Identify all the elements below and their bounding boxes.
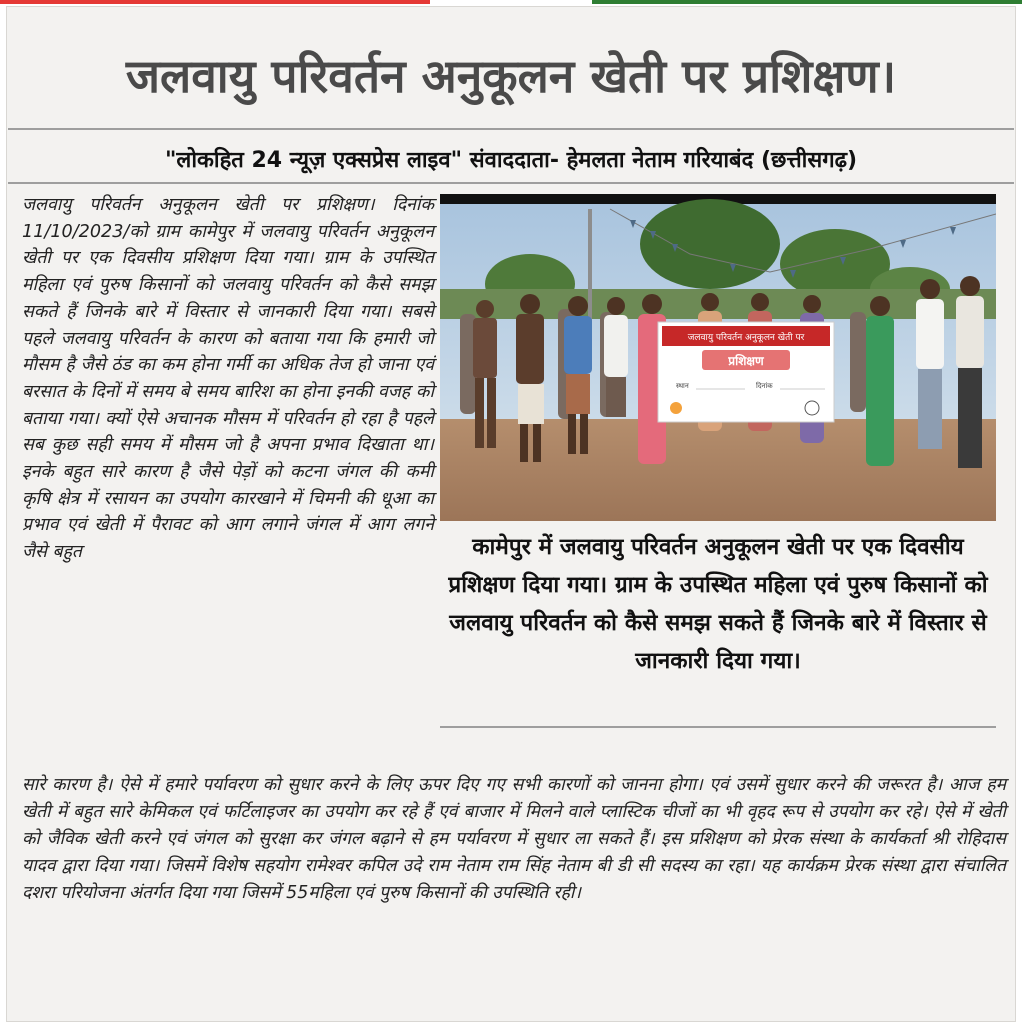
headline-divider bbox=[8, 128, 1014, 130]
photo-illustration bbox=[440, 194, 996, 521]
event-photo bbox=[440, 194, 996, 521]
top-accent-green bbox=[592, 0, 1022, 4]
caption-divider bbox=[440, 726, 996, 728]
logo-icon bbox=[670, 402, 682, 414]
top-accent-red bbox=[0, 0, 430, 4]
training-banner bbox=[658, 322, 834, 422]
byline-divider bbox=[8, 182, 1014, 184]
article-body-full: सारे कारण है। ऐसे में हमारे पर्यावरण को सुधार करने के लिए ऊपर दिए गए सभी कारणों को जानना होगा। एवं उसमें सुधार करने की जरूरत है। आज हम खेती में बहुत सारे केमिकल एवं फर्टिलाइजर का उपयोग कर रहे हैं एवं बाजार में मिलने वाले प्लास्टिक चीजों का भी वृहद रूप से उपयोग कर रहे। ऐसे में खेती को जैविक खेती करने एवं जंगल को सुरक्षा कर जंगल बढ़ाने से हम पर्यावरण में सुधार ला सकते हैं। इस प्रशिक्षण को प्रेरक संस्था के कार्यकर्ता श्री रोहिदास यादव द्वारा दिया गया। जिसमें विशेष सहयोग रामेश्वर कपिल उदे राम नेताम राम सिंह नेताम बी डी सी सदस्य का रहा। यह कार्यक्रम प्रेरक संस्था द्वारा संचालित दशरा परियोजना अंतर्गत दिया गया जिसमें 55महिला एवं पुरुष किसानों की उपस्थिति रही। bbox=[22, 775, 1006, 903]
banner-subtitle: प्रशिक्षण bbox=[728, 354, 764, 368]
article-body-column: जलवायु परिवर्तन अनुकूलन खेती पर प्रशिक्षण। दिनांक 11/10/2023/को ग्राम कामेपुर में जलवायु परिवर्तन अनुकूलन खेती पर एक दिवसीय प्रशिक्षण दिया गया। ग्राम के उपस्थित महिला एवं पुरुष किसानों को जलवायु परिवर्तन को कैसे समझ सकते हैं जिनके बारे में विस्तार से जानकारी दिया गया। सबसे पहले जलवायु परिवर्तन के कारण को बताया गया कि हमारी जो मौसम है जैसे ठंड का कम होना गर्मी का अधिक तेज हो जाना एवं बरसात के दिनों में समय बे समय बारिश का होना इनकी वजह को बताया गया। क्यों ऐसे अचानक मौसम में परिवर्तन हो रहा है पहले सब कुछ सही समय में मौसम जो है अपना प्रभाव दिखाता था। इनके बहुत सारे कारण है जैसे पेड़ों को कटना जंगल की कमी कृषि क्षेत्र में रसायन का उपयोग कारखाने में चिमनी की धूआ का प्रभाव एवं खेती में पैरावट को आग लगाने जंगल में आग लगने जैसे बहुत bbox=[22, 195, 434, 563]
banner-field-place: स्थान bbox=[676, 382, 689, 390]
banner-field-date: दिनांक bbox=[756, 382, 773, 390]
banner-title: जलवायु परिवर्तन अनुकूलन खेती पर bbox=[687, 333, 805, 343]
byline: "लोकहित 24 न्यूज़ एक्सप्रेस लाइव" संवाददाता- हेमलता नेताम गरियाबंद (छत्तीसगढ़) bbox=[164, 148, 858, 173]
photo-caption: कामेपुर में जलवायु परिवर्तन अनुकूलन खेती पर एक दिवसीय प्रशिक्षण दिया गया। ग्राम के उपस्थित महिला एवं पुरुष किसानों को जलवायु परिवर्तन को कैसे समझ सकते हैं जिनके बारे में विस्तार से जानकारी दिया गया। bbox=[448, 534, 988, 674]
headline: जलवायु परिवर्तन अनुकूलन खेती पर प्रशिक्षण। bbox=[125, 49, 897, 103]
